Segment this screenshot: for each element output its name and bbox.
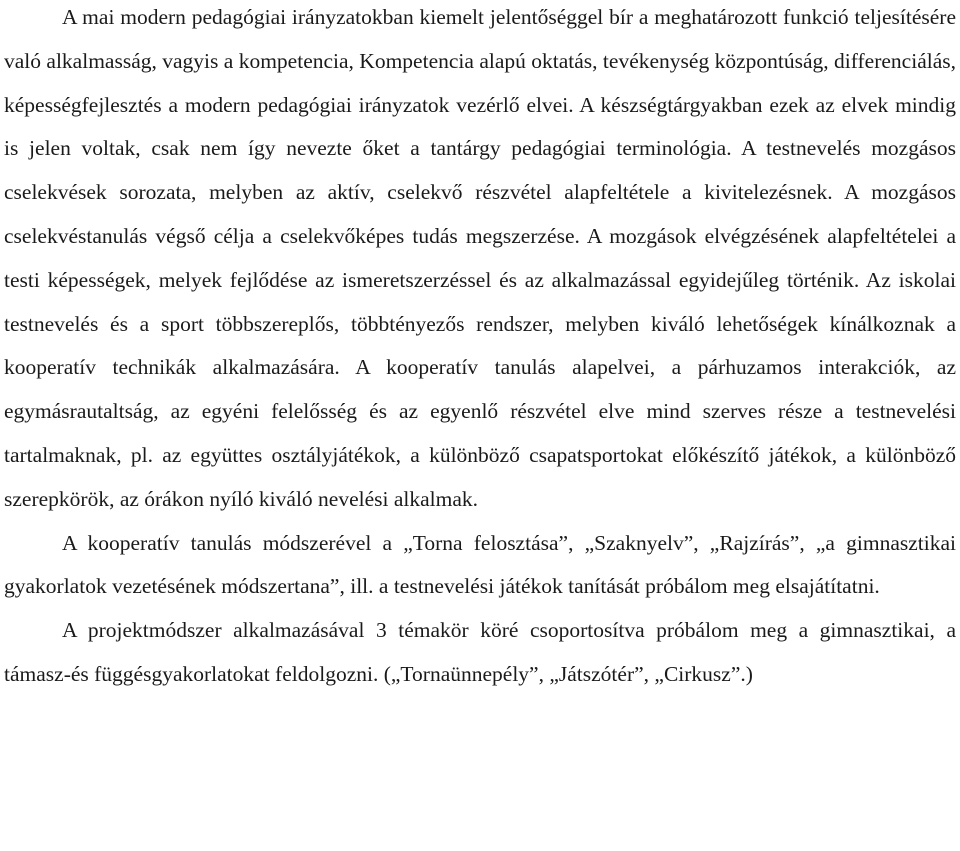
- paragraph-competency: A mai modern pedagógiai irányzatokban kiemelt jelentőséggel bír a meghatározott funkció teljesítésére való alkalmasság, vagyis a kompetencia, Kompetencia alapú oktatás, tevékenység központúság, differenciálás, képességfejlesztés a modern pedagógiai irányzatok vezérlő elvei. A készségtárgyakban ezek az elvek mindig is jelen voltak, csak nem így nevezte őket a tantárgy pedagógiai terminológia. A testnevelés mozgásos cselekvések sorozata, melyben az aktív, cselekvő részvétel alapfeltétele a kivitelezésnek. A mozgásos cselekvéstanulás végső célja a cselekvőképes tudás megszerzése. A mozgások elvégzésének alapfeltételei a testi képességek, melyek fejlődése az ismeretszerzéssel és az alkalmazással egyidejűleg történik. Az iskolai testnevelés és a sport többszereplős, többtényezős rendszer, melyben kiváló lehetőségek kínálkoznak a kooperatív technikák alkalmazására. A kooperatív tanulás alapelvei, a párhuzamos interakciók, az egymásrautaltság, az egyéni felelősség és az egyenlő részvétel elve mind szerves része a testnevelési tartalmaknak, pl. az együttes osztályjátékok, a különböző csapatsportokat előkészítő játékok, a különböző szerepkörök, az órákon nyíló kiváló nevelési alkalmak.: [4, 5, 956, 511]
- paragraph-project-method: A projektmódszer alkalmazásával 3 témakör köré csoportosítva próbálom meg a gimnasztikai, a támasz-és függésgyakorlatokat feldolgozni. („Tornaünnepély”, „Játszótér”, „Cirkusz”.): [4, 618, 956, 686]
- paragraph-cooperative-learning: A kooperatív tanulás módszerével a „Torna felosztása”, „Szaknyelv”, „Rajzírás”, „a gimnasztikai gyakorlatok vezetésének módszertana”, ill. a testnevelési játékok tanítását próbálom meg elsajátítatni.: [4, 530, 956, 599]
